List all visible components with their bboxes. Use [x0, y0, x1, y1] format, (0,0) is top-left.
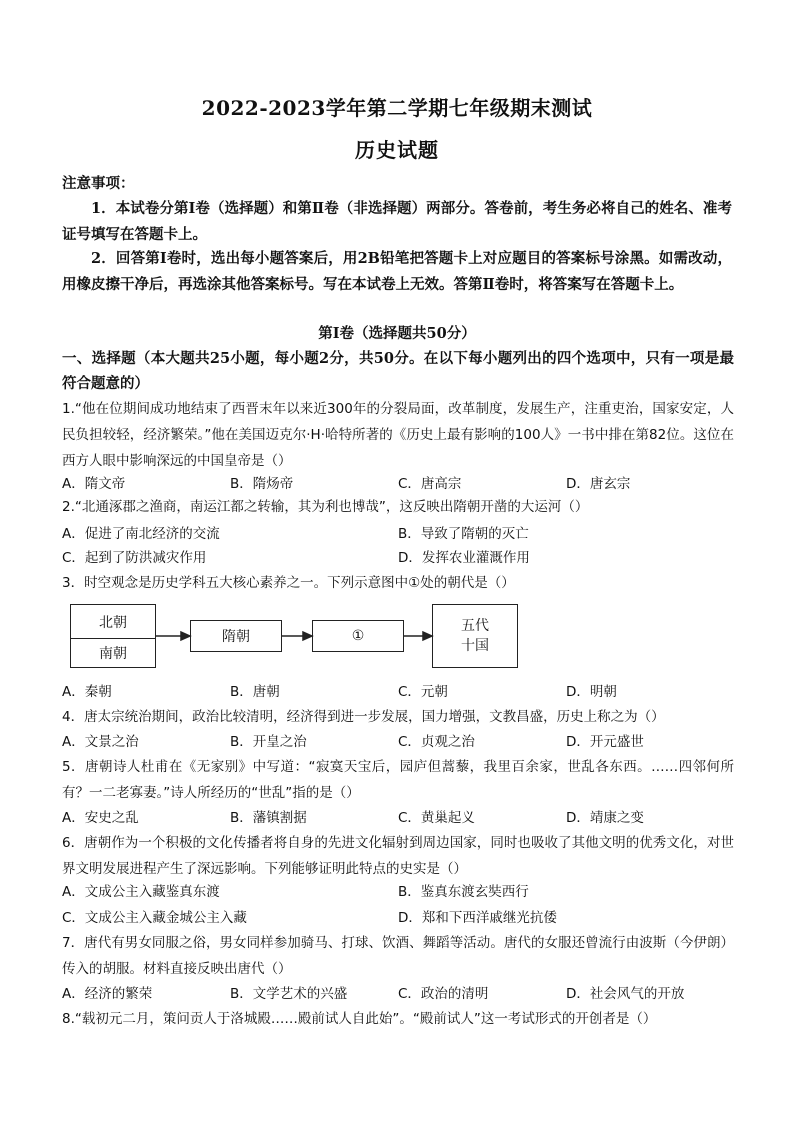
notice-item-2: 2．回答第Ⅰ卷时，选出每小题答案后，用2B铅笔把答题卡上对应题目的答案标号涂黑。如需改动，用橡皮擦干净后，再选涂其他答案标号。写在本试卷上无效。答第Ⅱ卷时，将答案写在答题卡上。 [62, 250, 732, 293]
arrow-head-1 [181, 632, 190, 640]
option-d: D．开元盛世 [566, 734, 644, 750]
dynasty-timeline-diagram [70, 604, 520, 672]
arrow-head-2 [303, 632, 312, 640]
option-b: B．唐朝 [230, 684, 280, 700]
option-d: D．明朝 [566, 684, 617, 700]
question-7-stem: 7．唐代有男女同服之俗，男女同样参加骑马、打球、饮酒、舞蹈等活动。唐代的女服还曾流行由波斯（今伊朗）传入的胡服。材料直接反映出唐代（） [62, 935, 734, 977]
option-c: C．政治的清明 [398, 986, 489, 1002]
question-8-stem: 8.“载初元二月，策问贡人于洛城殿……殿前试人自此始”。“殿前试人”这一考试形式的开创者是（） [62, 1011, 657, 1027]
question-2-stem: 2.“北通涿郡之渔商，南运江都之转输，其为利也博哉”，这反映出隋朝开凿的大运河（） [62, 499, 589, 515]
option-c: C．黄巢起义 [398, 810, 475, 826]
question-5-stem: 5．唐朝诗人杜甫在《无家别》中写道：“寂寞天宝后，园庐但蒿藜，我里百余家，世乱各东西。……四邻何所有？一二老寡妻。”诗人所经历的“世乱”指的是（） [62, 759, 734, 801]
question-2-options-row1 [62, 522, 734, 546]
sui-dynasty-box: 隋朝 [190, 620, 282, 652]
question-1-stem: 1.“他在位期间成功地结束了西晋末年以来近300年的分裂局面，改革制度，发展生产，注重吏治，国家安定，人民负担较轻，经济繁荣。”他在美国迈克尔·H·哈特所著的《历史上最有影响的100人》一书中排在第82位。这位在西方人眼中影响深远的中国皇帝是（） [62, 401, 734, 469]
option-c: C．元朝 [398, 684, 448, 700]
option-c: C．文成公主入藏金城公主入藏 [62, 910, 247, 926]
question-6-options-row1 [62, 880, 734, 904]
arrow-head-3 [423, 632, 432, 640]
north-dynasty-box: 北朝 [70, 604, 156, 638]
exam-title: 2022-2023学年第二学期七年级期末测试 [201, 96, 593, 120]
option-c: C．起到了防洪减灾作用 [62, 550, 207, 566]
option-a: A．安史之乱 [62, 810, 139, 826]
question-7-options [62, 982, 734, 1006]
option-d: D．靖康之变 [566, 810, 644, 826]
option-a: A．文景之治 [62, 734, 139, 750]
option-c: C．唐高宗 [398, 476, 462, 492]
question-3-stem: 3．时空观念是历史学科五大核心素养之一。下列示意图中①处的朝代是（） [62, 575, 515, 591]
option-a: A．秦朝 [62, 684, 112, 700]
option-d: D．发挥农业灌溉作用 [398, 550, 530, 566]
part-heading: 一、选择题（本大题共25小题，每小题2分，共50分。在以下每小题列出的四个选项中，只有一项是最符合题意的） [62, 350, 734, 392]
question-4-stem: 4．唐太宗统治期间，政治比较清明，经济得到进一步发展，国力增强，文教昌盛，历史上称之为（） [62, 709, 665, 725]
question-6-stem: 6．唐朝作为一个积极的文化传播者将自身的先进文化辐射到周边国家，同时也吸收了其他文明的优秀文化，对世界文明发展进程产生了深远影响。下列能够证明此特点的史实是（） [62, 835, 734, 877]
option-b: B．隋炀帝 [230, 476, 294, 492]
five-dynasties-line2: 十国 [461, 638, 489, 654]
five-dynasties-box [432, 604, 518, 668]
blank-dynasty-box: ① [312, 620, 404, 652]
notice-heading: 注意事项： [62, 175, 135, 192]
option-b: B．文学艺术的兴盛 [230, 986, 348, 1002]
option-b: B．鉴真东渡玄奘西行 [398, 884, 529, 900]
subject-title: 历史试题 [355, 138, 439, 162]
five-dynasties-line1: 五代 [461, 618, 489, 634]
option-a: A．经济的繁荣 [62, 986, 153, 1002]
question-4-options [62, 730, 734, 754]
option-a: A．隋文帝 [62, 476, 126, 492]
option-d: D．郑和下西洋戚继光抗倭 [398, 910, 557, 926]
option-d: D．唐玄宗 [566, 476, 631, 492]
question-3-options [62, 680, 734, 704]
south-dynasty-box: 南朝 [70, 638, 156, 668]
section-title: 第Ⅰ卷（选择题共50分） [318, 325, 476, 342]
question-6-options-row2 [62, 906, 734, 930]
question-1-options [62, 472, 734, 496]
option-a: A．促进了南北经济的交流 [62, 526, 220, 542]
option-a: A．文成公主入藏鉴真东渡 [62, 884, 220, 900]
option-b: B．藩镇割据 [230, 810, 307, 826]
option-b: B．导致了隋朝的灭亡 [398, 526, 529, 542]
question-2-options-row2 [62, 546, 734, 570]
option-b: B．开皇之治 [230, 734, 307, 750]
option-c: C．贞观之治 [398, 734, 475, 750]
question-5-options [62, 806, 734, 830]
notice-item-1: 1．本试卷分第Ⅰ卷（选择题）和第Ⅱ卷（非选择题）两部分。答卷前，考生务必将自己的姓名、准考证号填写在答题卡上。 [62, 200, 732, 243]
option-d: D．社会风气的开放 [566, 986, 685, 1002]
